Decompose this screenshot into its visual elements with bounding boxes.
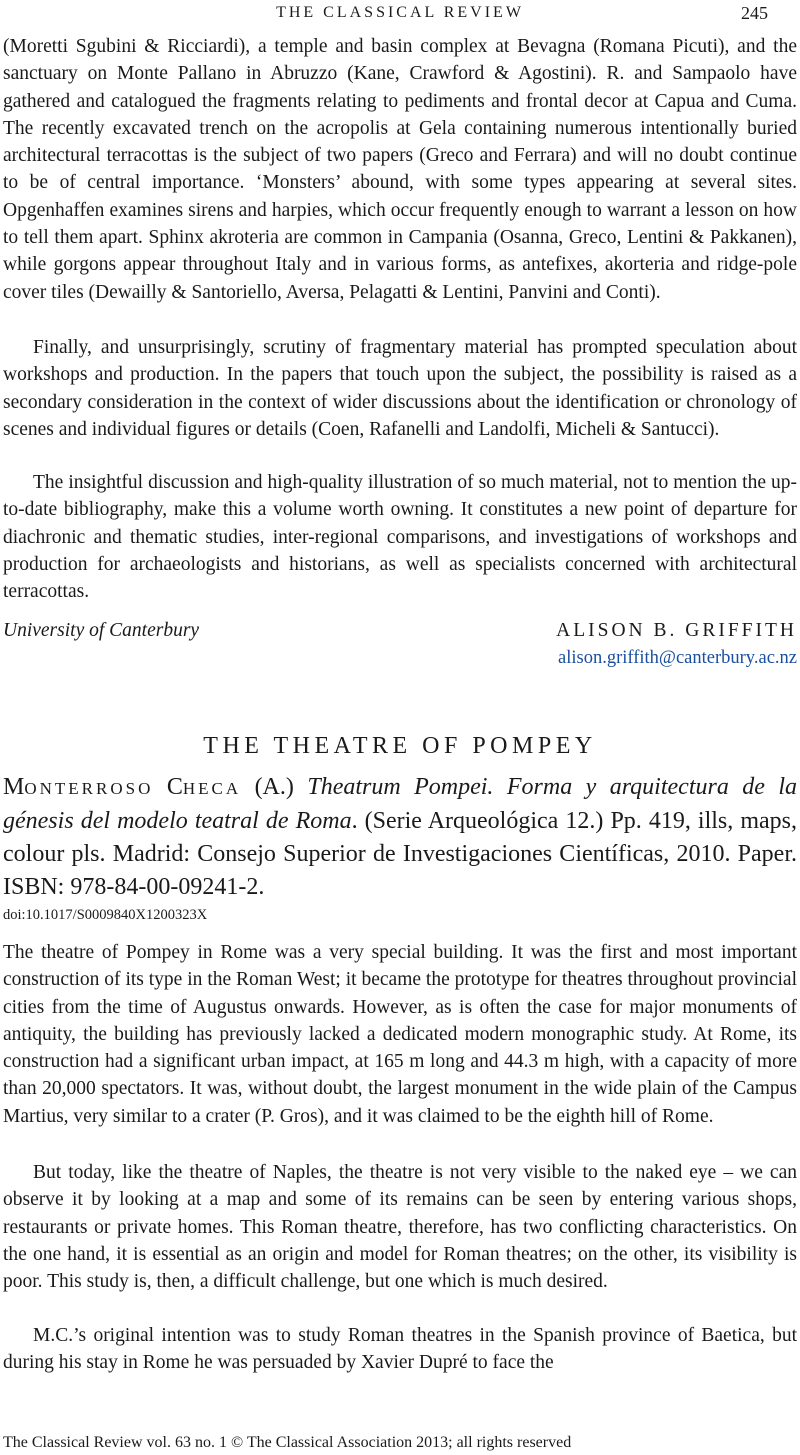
paragraph: The insightful discussion and high-quality illustration of so much material, not to mention the up-to-date bibliography, make this a volume worth owning. It constitutes a new point of departure for diachronic and thematic studies, inter-regional comparisons, and investigations of workshops and production for archaeologists and historians, as well as specialists concerned with architectural terracottas. <box>3 472 797 603</box>
copyright-footer: The Classical Review vol. 63 no. 1 © The Classical Association 2013; all rights reserved <box>3 1434 572 1451</box>
reviewer-email-link[interactable]: alison.griffith@canterbury.ac.nz <box>558 648 797 668</box>
review-paragraph: The theatre of Pompey in Rome was a very special building. It was the first and most important construction of its type in the Roman West; it became the prototype for theatres throughout provincial cities from the time of Augustus onwards. However, as is often the case for major monuments of antiquity, the building has previously lacked a dedicated modern monographic study. At Rome, its construction had a significant urban impact, at 165 m long and 44.3 m high, with a capacity of more than 20,000 spectators. It was, without doubt, the largest monument in the wide plain of the Campus Martius, very similar to a crater (P. Gros), and it was claimed to be the eighth hill of Rome. <box>3 942 797 1127</box>
citation-details: . (Serie Arqueológica 12.) Pp. 419, ills, maps, colour pls. Madrid: Consejo Superior de Investigaciones Científicas, 2010. Paper. ISBN: 978-84-00-09241-2. <box>3 808 797 900</box>
paragraph-continued: (Moretti Sgubini & Ricciardi), a temple and basin complex at Bevagna (Romana Picuti), and the sanctuary on Monte Pallano in Abruzzo (Kane, Crawford & Agostini). R. and Sampaolo have gathered and catalogued the fragments relating to pediments and frontal decor at Capua and Cuma. The recently excavated trench on the acropolis at Gela containing numerous intentionally buried architectural terracottas is the subject of two papers (Greco and Ferrara) and will no doubt continue to be of central importance. ‘Monsters’ abound, with some types appearing at several sites. Opgenhaffen examines sirens and harpies, which occur frequently enough to warrant a lesson on how to tell them apart. Sphinx akroteria are common in Campania (Osanna, Greco, Lentini & Pakkanen), while gorgons appear throughout Italy and in various forms, as antefixes, akorteria and ridge-pole cover tiles (Dewailly & Santoriello, Aversa, Pelagatti & Lentini, Panvini and Conti). <box>3 36 797 303</box>
author-surname-rest: HECA <box>182 779 242 798</box>
author-surname-initial: M <box>3 774 25 800</box>
page-number: 245 <box>741 3 768 23</box>
doi: doi:10.1017/S0009840X1200323X <box>3 907 208 923</box>
author-surname-rest: ONTERROSO <box>24 779 154 798</box>
author-surname-initial: C <box>166 774 183 800</box>
book-citation <box>3 771 797 904</box>
review-paragraph: But today, like the theatre of Naples, the theatre is not very visible to the naked eye – we can observe it by looking at a map and some of its remains can be seen by entering various shops, restaurants or private homes. This Roman theatre, therefore, has two conflicting characteristics. On the one hand, it is essential as an origin and model for Roman theatres; on the other, its visibility is poor. This study is, then, a difficult challenge, but one which is much desired. <box>3 1162 797 1293</box>
author-given-initial: (A.) <box>254 774 294 800</box>
running-title: THE CLASSICAL REVIEW <box>276 4 524 21</box>
reviewer-name: ALISON B. GRIFFITH <box>556 620 797 641</box>
signature-line <box>3 617 797 645</box>
review-paragraph: M.C.’s original intention was to study Roman theatres in the Spanish province of Baetica, but during his stay in Rome he was persuaded by Xavier Dupré to face the <box>3 1325 797 1374</box>
running-head <box>0 2 800 26</box>
affiliation: University of Canterbury <box>3 620 200 641</box>
review-section-title: THE THEATRE OF POMPEY <box>203 733 597 759</box>
paragraph: Finally, and unsurprisingly, scrutiny of fragmentary material has prompted speculation about workshops and production. In the papers that touch upon the subject, the possibility is raised as a secondary consideration in the context of wider discussions about the identification or chronology of scenes and individual figures or details (Coen, Rafanelli and Landolfi, Micheli & Santucci). <box>3 337 797 440</box>
book-title: Theatrum Pompei. Forma y arquitectura de la génesis del modelo teatral de Roma <box>3 774 798 834</box>
